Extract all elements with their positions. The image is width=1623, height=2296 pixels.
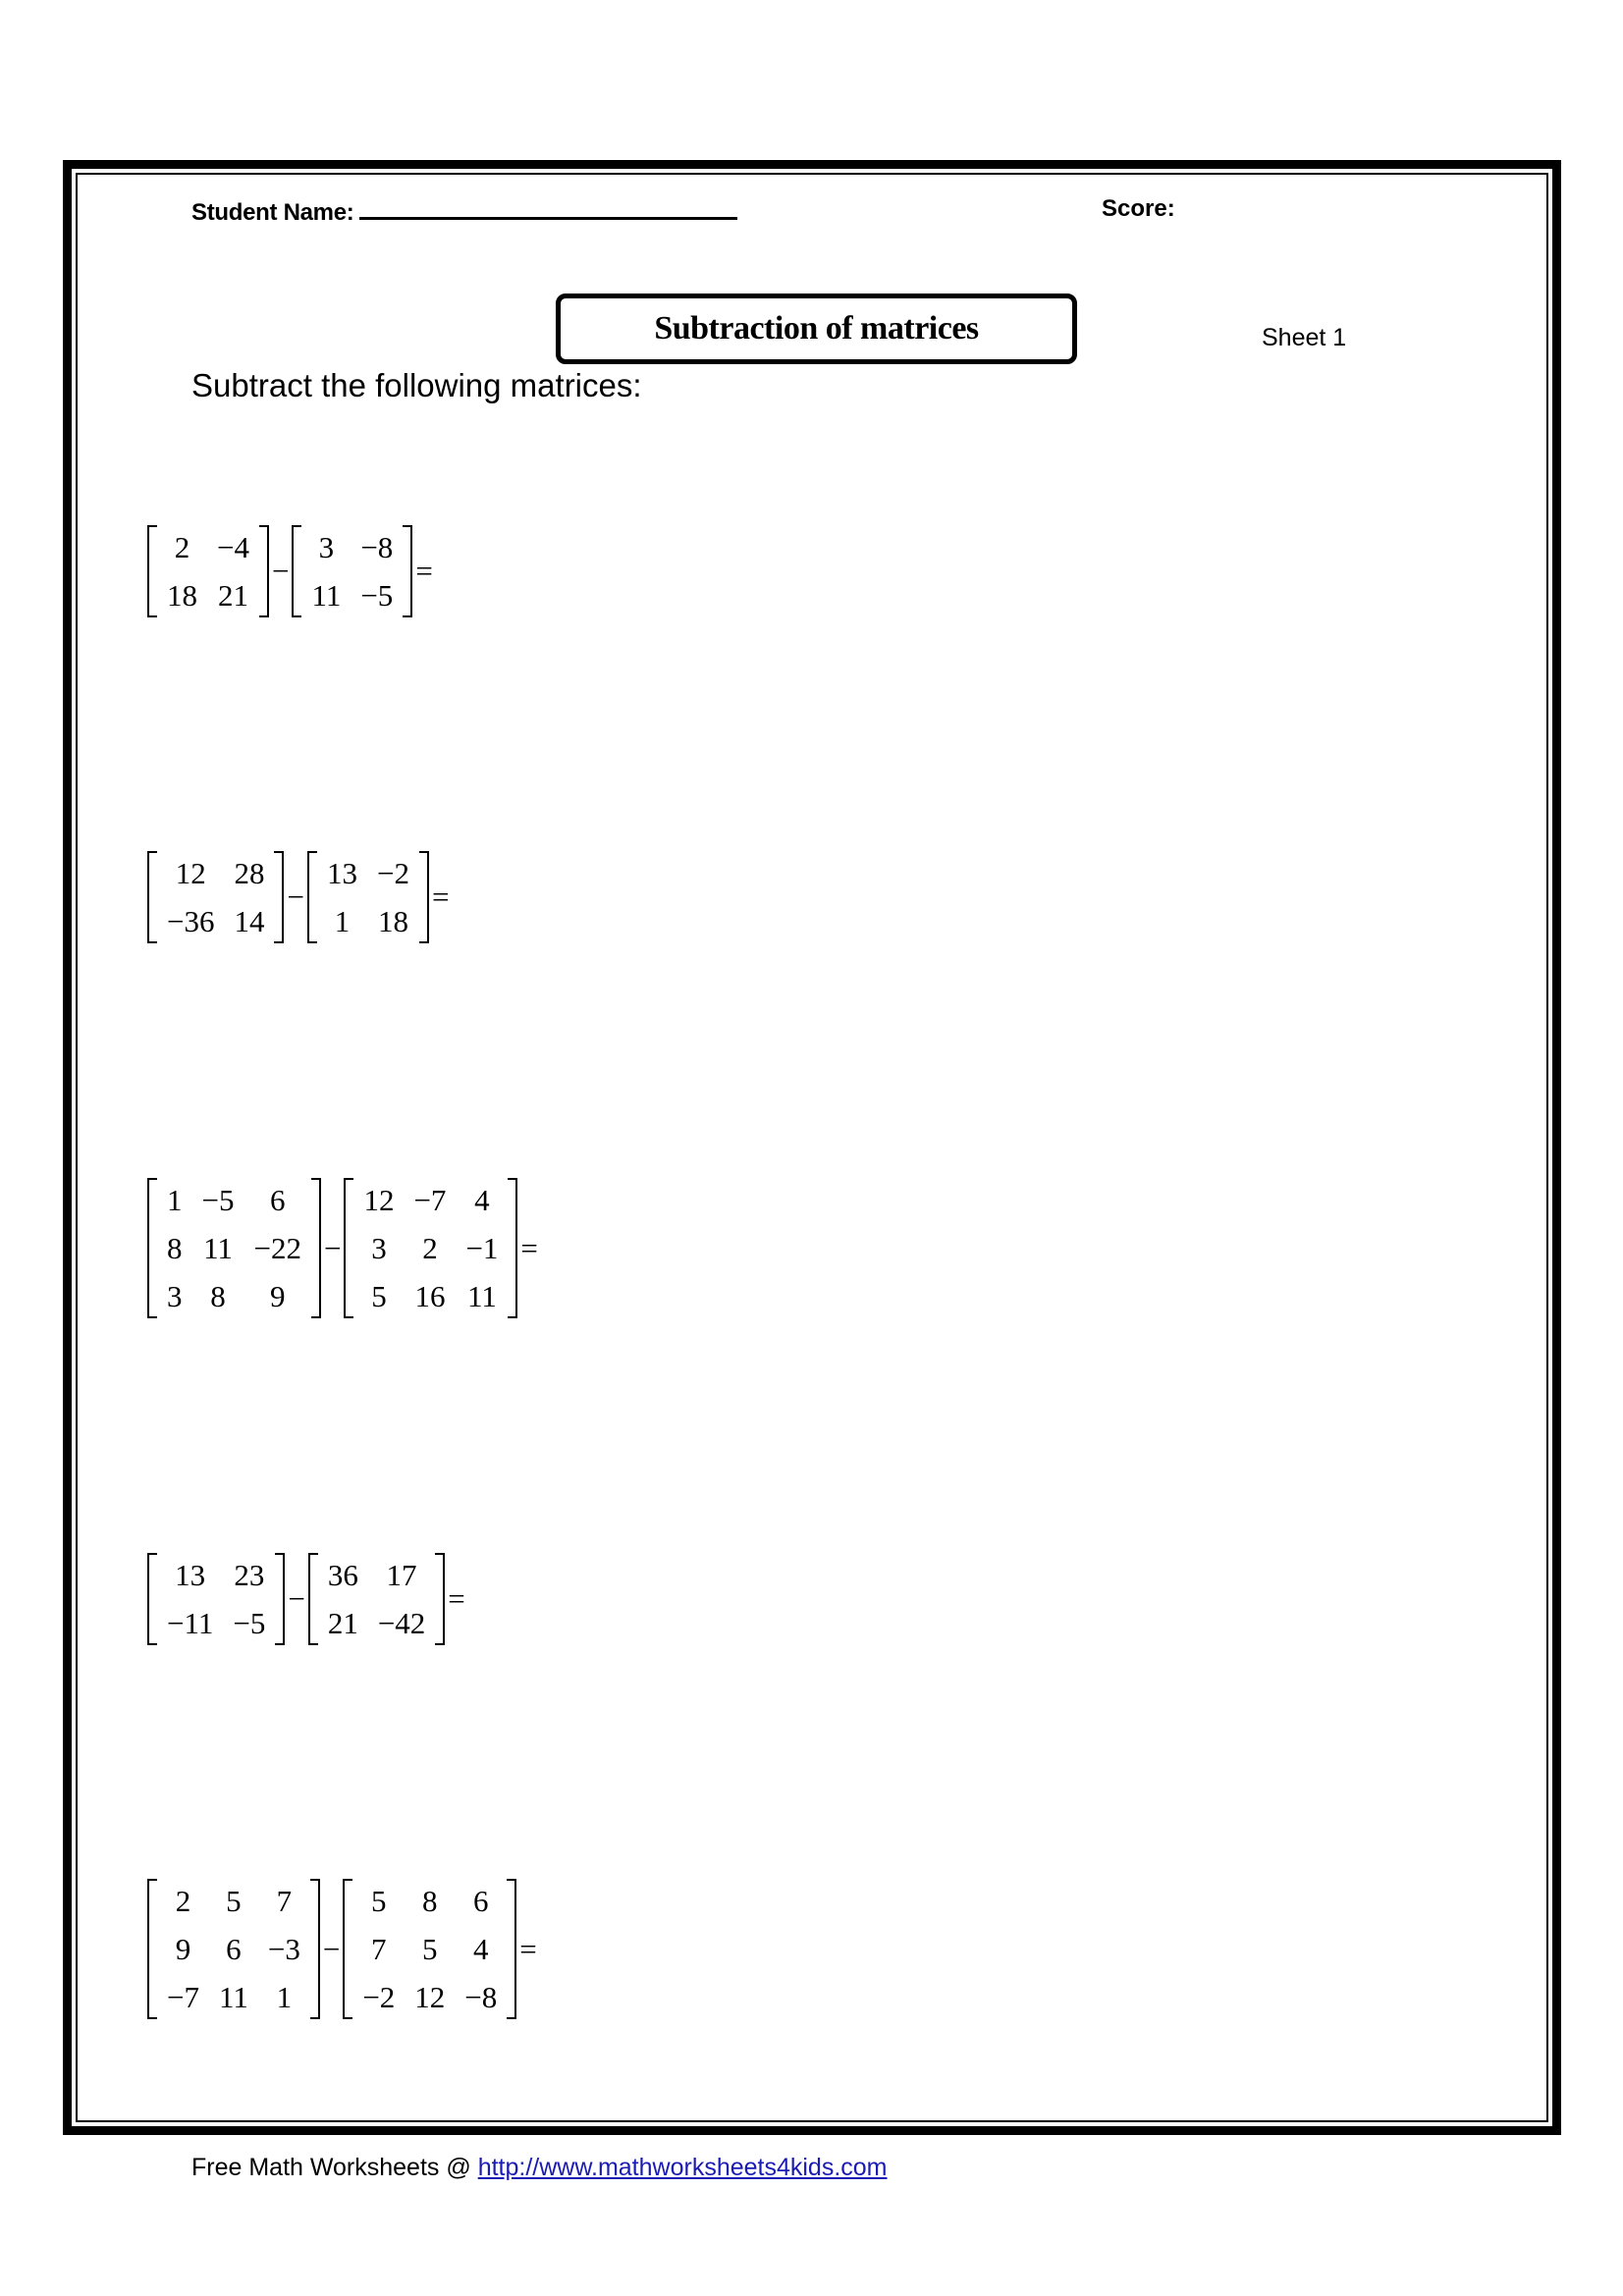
matrix-cell: 1	[276, 1980, 293, 2014]
matrix-cell: −22	[253, 1231, 301, 1265]
matrix-cell: 11	[203, 1231, 233, 1265]
matrix-cell: 5	[226, 1884, 242, 1918]
student-name-field	[191, 195, 737, 227]
matrix-cell: 13	[175, 1558, 206, 1592]
footer-link[interactable]: http://www.mathworksheets4kids.com	[477, 2154, 888, 2181]
matrix-cell: −3	[267, 1932, 300, 1966]
matrix-cell: −36	[167, 904, 215, 938]
matrix-cell: 21	[327, 1606, 358, 1640]
matrix-b	[308, 1551, 445, 1647]
matrix-b	[292, 523, 412, 619]
minus-operator: −	[287, 880, 304, 914]
matrix-cell: 4	[473, 1932, 489, 1966]
matrix-cell: −5	[233, 1606, 266, 1640]
matrix-cell: 12	[363, 1183, 395, 1217]
matrix-cell: 11	[311, 578, 342, 613]
matrix-cell: 14	[234, 904, 265, 938]
matrix-cell: 12	[175, 856, 206, 890]
matrix-cell: 9	[175, 1932, 191, 1966]
matrix-cell: −1	[465, 1231, 499, 1265]
matrix-cell: −2	[376, 856, 409, 890]
matrix-a	[147, 1551, 285, 1647]
student-name-label: Student Name:	[191, 199, 354, 226]
matrix-cell: 18	[167, 578, 197, 613]
matrix-cell: 7	[276, 1884, 293, 1918]
equals-sign: =	[519, 1931, 537, 1966]
matrix-cell: 6	[269, 1183, 286, 1217]
matrix-cell: 13	[326, 856, 357, 890]
equals-sign: =	[431, 880, 450, 914]
matrix-cell: 6	[226, 1932, 242, 1966]
minus-operator: −	[322, 1931, 341, 1966]
matrix-cell: −2	[362, 1980, 396, 2014]
equals-sign: =	[520, 1230, 538, 1265]
problem-5	[147, 1877, 540, 2021]
problem-1	[147, 523, 436, 619]
matrix-cell: 8	[422, 1884, 438, 1918]
matrix-cell: −5	[201, 1183, 235, 1217]
problem-4	[147, 1551, 468, 1647]
matrix-cell: 7	[371, 1932, 387, 1966]
matrix-cell: 2	[174, 530, 190, 564]
matrix-cell: 8	[167, 1231, 183, 1265]
matrix-cell: −7	[167, 1980, 199, 2014]
minus-operator: −	[271, 554, 290, 588]
matrix-cell: 9	[269, 1279, 286, 1313]
matrix-cell: 28	[234, 856, 265, 890]
matrix-cell: 2	[175, 1884, 191, 1918]
matrix-b	[344, 1176, 517, 1320]
matrix-cell: −5	[360, 578, 394, 613]
problem-2	[147, 849, 452, 945]
matrix-cell: 3	[371, 1231, 387, 1265]
matrix-cell: 8	[210, 1279, 226, 1313]
student-name-blank-line	[359, 195, 737, 220]
matrix-a	[147, 1877, 320, 2021]
equals-sign: =	[415, 554, 433, 588]
matrix-cell: 5	[371, 1279, 387, 1313]
matrix-cell: −8	[360, 530, 394, 564]
matrix-cell: 3	[318, 530, 335, 564]
matrix-cell: −42	[377, 1606, 426, 1640]
matrix-cell: 21	[217, 578, 248, 613]
minus-operator: −	[288, 1581, 305, 1616]
matrix-cell: 11	[218, 1980, 248, 2014]
problem-3	[147, 1176, 541, 1320]
matrix-cell: 18	[377, 904, 408, 938]
score-label: Score:	[1102, 195, 1175, 222]
page-border-inner	[76, 173, 1548, 2122]
sheet-label: Sheet 1	[1262, 324, 1347, 351]
matrix-cell: 2	[422, 1231, 438, 1265]
matrix-cell: 23	[234, 1558, 265, 1592]
footer	[191, 2154, 888, 2182]
matrix-a	[147, 1176, 321, 1320]
title-box	[556, 294, 1077, 364]
matrix-cell: 6	[473, 1884, 489, 1918]
matrix-cell: 12	[414, 1980, 446, 2014]
matrix-cell: 1	[334, 904, 351, 938]
matrix-cell: −7	[413, 1183, 447, 1217]
matrix-b	[343, 1877, 516, 2021]
matrix-cell: 16	[414, 1279, 446, 1313]
matrix-a	[147, 849, 284, 945]
matrix-b	[307, 849, 429, 945]
page-title: Subtraction of matrices	[654, 310, 979, 347]
matrix-cell: −8	[464, 1980, 498, 2014]
minus-operator: −	[323, 1230, 342, 1265]
matrix-cell: 3	[167, 1279, 183, 1313]
footer-text: Free Math Worksheets @	[191, 2154, 478, 2181]
matrix-cell: 1	[167, 1183, 183, 1217]
matrix-cell: 36	[327, 1558, 358, 1592]
matrix-a	[147, 523, 269, 619]
equals-sign: =	[448, 1581, 465, 1616]
matrix-cell: 17	[386, 1558, 417, 1592]
matrix-cell: −4	[217, 530, 249, 564]
matrix-cell: 5	[371, 1884, 387, 1918]
matrix-cell: 11	[467, 1279, 497, 1313]
instructions: Subtract the following matrices:	[191, 367, 642, 403]
matrix-cell: 4	[474, 1183, 490, 1217]
matrix-cell: 5	[422, 1932, 438, 1966]
matrix-cell: −11	[167, 1606, 214, 1640]
